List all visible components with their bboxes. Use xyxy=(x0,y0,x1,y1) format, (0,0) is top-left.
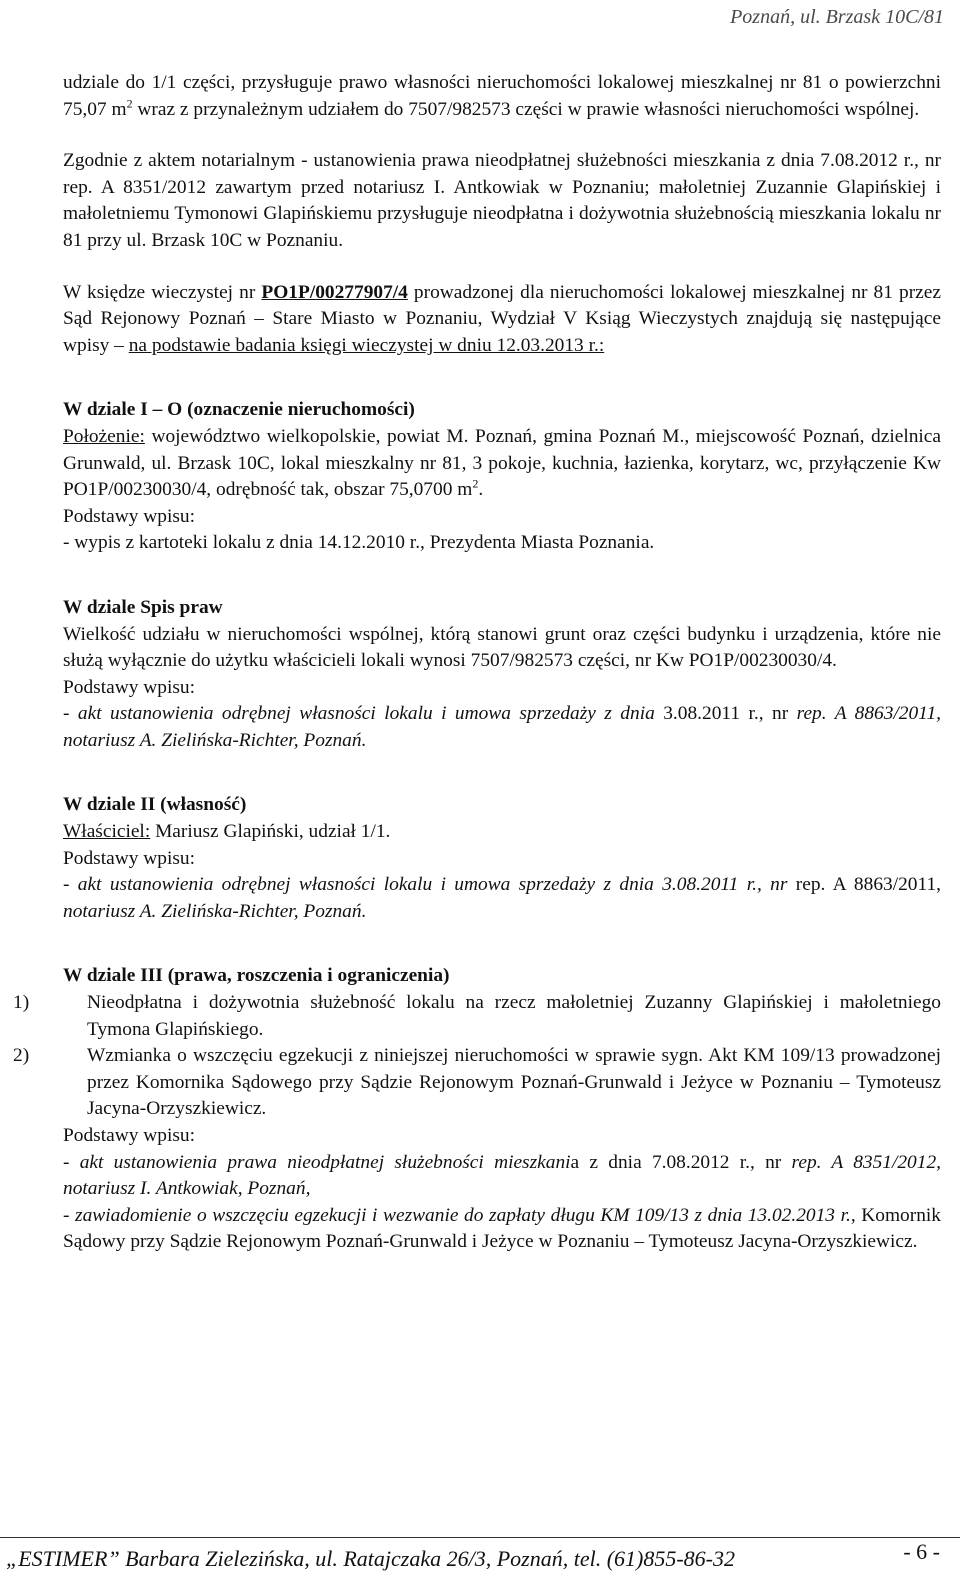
section-spis-basis-label: Podstawy wpisu: xyxy=(63,676,195,698)
text: a z dnia 7.08.2012 r., nr xyxy=(570,1151,782,1173)
section-1-text xyxy=(63,424,941,504)
italic-text: - akt ustanowienia odrębnej własności lokalu i umowa sprzedaży z dnia xyxy=(63,703,664,725)
list-item-text: Nieodpłatna i dożywotnia służebność lokalu na rzecz małoletniej Zuzanny Glapińskiej i małoletniego Tymona Glapińskiego. xyxy=(87,992,941,1040)
section-3-heading: W dziale III (prawa, roszczenia i ograniczenia) xyxy=(63,965,450,987)
list-number: 2) xyxy=(13,1045,30,1067)
list-item xyxy=(13,1043,941,1123)
italic-text: notariusz A. Zielińska-Richter, Poznań. xyxy=(63,900,367,922)
section-spis-text: Wielkość udziału w nieruchomości wspólnej, którą stanowi grunt oraz części budynku i urządzenia, które nie służą wyłącznie do użytku właścicieli lokali wynosi 7507/982573 części, nr Kw PO1P/00230030/4. xyxy=(63,623,941,672)
running-header: Poznań, ul. Brzask 10C/81 xyxy=(730,6,944,28)
section-spis-heading: W dziale Spis praw xyxy=(63,596,223,618)
superscript: 2 xyxy=(472,476,479,491)
text: . xyxy=(478,479,484,501)
text: W księdze wieczystej nr xyxy=(63,281,262,303)
section-2-basis xyxy=(63,872,941,925)
paragraph-ownership xyxy=(63,70,941,123)
text: województwo wielkopolskie, powiat M. Poznań, gmina Poznań M., miejscowość Poznań, dzielnica Grunwald, ul. Brzask 10C, lokal mieszkalny nr 81, 3 pokoje, kuchnia, łazienka, korytarz, wc, przyłączenie Kw PO1P/00230030/4, odrębność tak, obszar 75,0700 m xyxy=(63,425,941,501)
section-3-basis-label: Podstawy wpisu: xyxy=(63,1125,195,1146)
superscript: 2 xyxy=(126,96,133,111)
location-label: Położenie: xyxy=(63,425,145,447)
italic-text: - akt ustanowienia odrębnej własności lokalu i umowa sprzedaży z dnia 3.08.2011 r., nr xyxy=(63,874,788,896)
document-body xyxy=(13,70,942,1256)
page-number: - 6 - xyxy=(903,1539,940,1564)
text: rep. A 8863/2011, xyxy=(787,874,942,896)
italic-text: rep. A 8351/2012, notariusz I. Antkowiak, Poznań, xyxy=(63,1151,941,1200)
italic-text: rep. A 8863/2011, notariusz A. Zielińska-Richter, Poznań. xyxy=(63,703,941,751)
list-item xyxy=(13,990,941,1043)
section-2-basis-label: Podstawy wpisu: xyxy=(63,847,195,869)
text: wraz z przynależnym udziałem do 7507/982573 części w prawie własności nieruchomości wspólnej. xyxy=(132,98,920,120)
section-3-basis-1 xyxy=(63,1150,941,1203)
section-3-basis-2 xyxy=(63,1203,941,1256)
paragraph-servitude: Zgodnie z aktem notarialnym - ustanowienia prawa nieodpłatnej służebności mieszkania z dnia 7.08.2012 r., nr rep. A 8351/2012 zawartym przed notariusz I. Antkowiak w Poznaniu; małoletniej Zuzannie Glapińskiej i małoletniemu Tymonowi Glapińskiemu przysługuje nieodpłatna i dożywotnia służebnością mieszkania lokalu nr 81 przy ul. Brzask 10C w Poznaniu. xyxy=(63,150,941,251)
text: prowadzonej dla nieruchomości lokalowej mieszkalnej nr 81 przez Sąd Rejonowy Poznań – Stare Miasto w Poznaniu, Wydział V Ksiąg Wieczystych znajdują się następujące wpisy – xyxy=(63,281,941,356)
owner-label: Właściciel: xyxy=(63,821,151,843)
text: , Komornik Sądowy przy Sądzie Rejonowym Poznań-Grunwald i Jeżyce w Poznaniu – Tymoteusz Jacyna-Orzyszkiewicz. xyxy=(63,1204,941,1253)
land-register-number: PO1P/00277907/4 xyxy=(261,281,408,303)
italic-text: - akt ustanowienia prawa nieodpłatnej służebności mieszkani xyxy=(63,1151,571,1173)
text: 3.08.2011 r., nr xyxy=(663,703,789,725)
section-2-heading: W dziale II (własność) xyxy=(63,794,247,816)
section-1-basis-label: Podstawy wpisu: xyxy=(63,505,195,527)
list-item-text: Wzmianka o wszczęciu egzekucji z niniejszej nieruchomości w sprawie sygn. Akt KM 109/13 prowadzonej przez Komornika Sądowego przy Sądzie Rejonowym Poznań-Grunwald i Jeżyce w Poznaniu – Tymoteusz Jacyna-Orzyszkiewicz. xyxy=(87,1045,941,1120)
section-2-owner xyxy=(63,819,941,846)
section-1-heading: W dziale I – O (oznaczenie nieruchomości) xyxy=(63,399,415,421)
text: Mariusz Glapiński, udział 1/1. xyxy=(150,821,391,843)
italic-text: - zawiadomienie o wszczęciu egzekucji i wezwanie do zapłaty długu KM 109/13 z dnia 13.02.2013 r. xyxy=(63,1204,851,1226)
list-number: 1) xyxy=(13,992,30,1014)
section-spis-basis xyxy=(63,701,941,754)
paragraph-land-register xyxy=(63,280,941,360)
section-1-basis: - wypis z kartoteki lokalu z dnia 14.12.2010 r., Prezydenta Miasta Poznania. xyxy=(63,532,655,554)
footer-divider xyxy=(0,1537,960,1538)
underlined-text: na podstawie badania księgi wieczystej w dniu 12.03.2013 r.: xyxy=(128,334,605,356)
footer-text: „ESTIMER” Barbara Zielezińska, ul. Ratajczaka 26/3, Poznań, tel. (61)855-86-32 xyxy=(6,1546,735,1571)
text: udziale do 1/1 części, przysługuje prawo własności nieruchomości lokalowej mieszkalnej nr 81 o powierzchni 75,07 m xyxy=(63,72,941,120)
